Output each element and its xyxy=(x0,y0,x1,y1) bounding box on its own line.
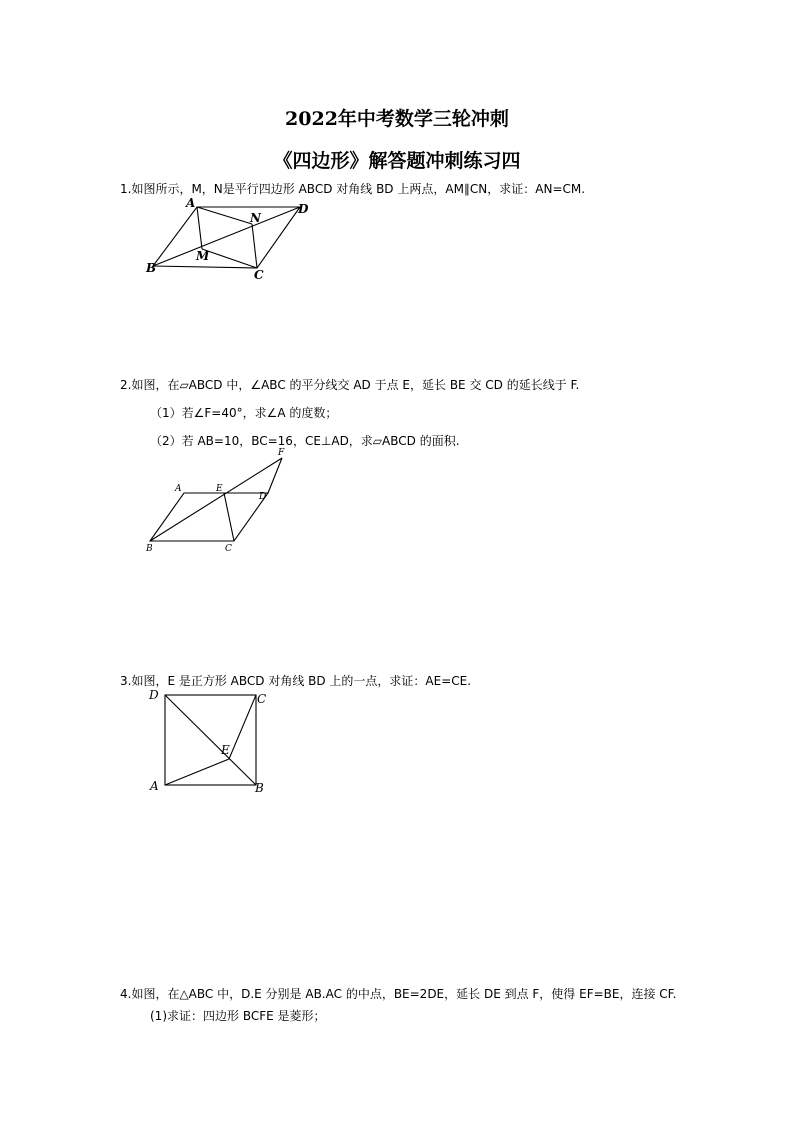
segment-df xyxy=(268,458,282,493)
label-a: A xyxy=(186,196,196,210)
question-1-figure xyxy=(140,192,315,282)
parallelogram-abcd xyxy=(150,493,268,541)
question-4-part-1: (1)求证：四边形 BCFE 是菱形； xyxy=(150,1009,326,1023)
segment-am xyxy=(197,207,202,249)
question-3-text: 3.如图，E 是正方形 ABCD 对角线 BD 上的一点，求证：AE=CE. xyxy=(120,674,472,688)
label-e: E xyxy=(221,743,230,757)
label-b: B xyxy=(146,261,157,275)
segment-cm xyxy=(202,249,257,268)
question-2-text: 2.如图，在▱ABCD 中，∠ABC 的平分线交 AD 于点 E，延长 BE 交 CD 的延长线于 F. xyxy=(120,378,580,392)
label-c: C xyxy=(254,268,264,282)
label-n: N xyxy=(250,211,261,225)
label-d: D xyxy=(149,688,159,702)
question-3-figure xyxy=(140,686,275,796)
question-2-part-2: （2）若 AB=10，BC=16，CE⊥AD，求▱ABCD 的面积. xyxy=(150,434,460,448)
question-1-text: 1.如图所示，M，N是平行四边形 ABCD 对角线 BD 上两点，AM∥CN，求证：AN=CM. xyxy=(120,182,586,196)
segment-ae xyxy=(165,759,229,785)
label-c: C xyxy=(225,544,232,554)
label-f: F xyxy=(278,448,285,458)
question-2-part-1: （1）若∠F=40°，求∠A 的度数； xyxy=(150,406,338,420)
label-a: A xyxy=(150,779,159,793)
segment-an xyxy=(197,207,252,224)
label-e: E xyxy=(216,484,223,494)
label-d: D xyxy=(259,492,267,502)
diagonal-bd xyxy=(165,695,256,785)
segment-ce xyxy=(229,695,256,759)
segment-ce xyxy=(224,493,234,541)
label-c: C xyxy=(257,692,267,706)
label-m: M xyxy=(196,249,210,263)
label-a: A xyxy=(175,484,182,494)
segment-cn xyxy=(252,224,257,268)
page-subtitle: 《四边形》解答题冲刺练习四 xyxy=(273,150,521,172)
page-title: 2022年中考数学三轮冲刺 xyxy=(285,108,509,130)
label-d: D xyxy=(298,202,309,216)
label-b: B xyxy=(255,781,264,795)
label-b: B xyxy=(146,544,153,554)
question-4-text: 4.如图，在△ABC 中，D.E 分别是 AB.AC 的中点，BE=2DE，延长 DE 到点 F，使得 EF=BE，连接 CF. xyxy=(120,987,677,1001)
question-2-figure xyxy=(140,444,300,554)
